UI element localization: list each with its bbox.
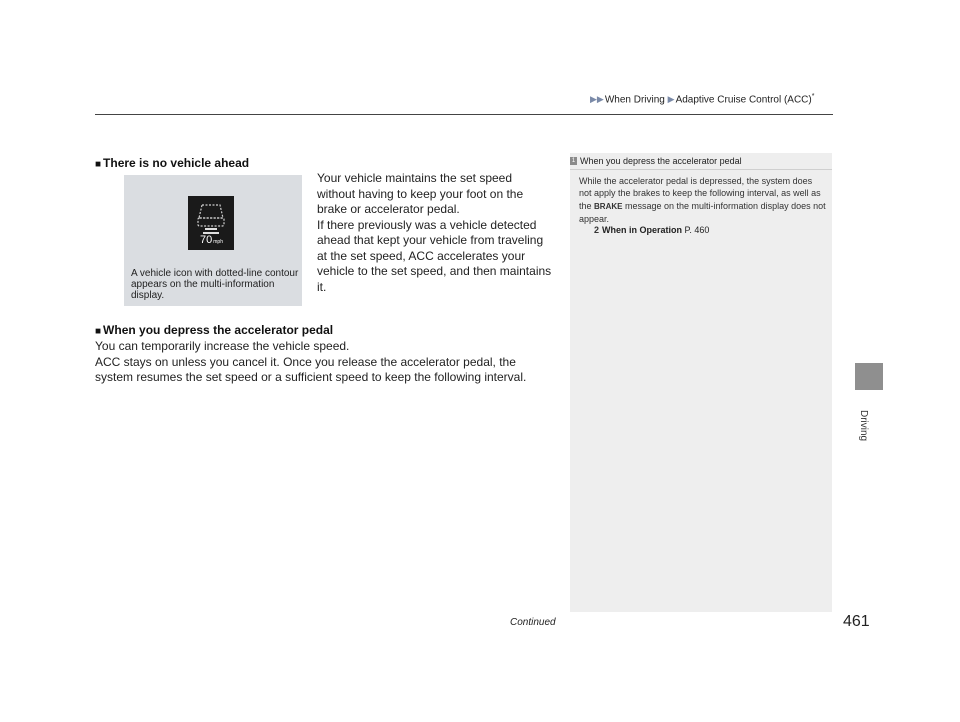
chapter-tab-label: Driving <box>858 410 869 442</box>
section-1-body <box>317 171 553 295</box>
triangle-right-icon: ▶▶ <box>590 94 604 105</box>
reference-link-label: When in Operation <box>602 225 683 235</box>
square-bullet-icon: ■ <box>95 159 102 170</box>
section-heading-accelerator-pedal <box>95 323 333 337</box>
section-2-body <box>95 339 555 386</box>
square-bullet-icon: ■ <box>95 326 102 337</box>
speed-unit: mph <box>213 239 223 245</box>
cross-reference-link[interactable] <box>594 225 709 235</box>
header-divider <box>95 114 833 115</box>
page-number: 461 <box>843 613 870 630</box>
note-body <box>579 175 827 225</box>
body-paragraph: You can temporarily increase the vehicle speed. <box>95 339 350 353</box>
section-heading-no-vehicle-ahead <box>95 156 249 170</box>
figure-caption: A vehicle icon with dotted-line contour appears on the multi-information display. <box>131 268 299 301</box>
note-text: message on the multi-information display does not appear. <box>579 200 826 224</box>
note-title: When you depress the accelerator pedal <box>580 156 742 166</box>
reference-arrow-icon: 2 <box>594 225 600 235</box>
set-speed-readout <box>200 234 223 246</box>
body-paragraph: Your vehicle maintains the set speed without having to keep your foot on the brake or accelerator pedal. <box>317 171 524 216</box>
multi-information-display <box>188 196 234 250</box>
brake-message-label: BRAKE <box>594 201 623 211</box>
breadcrumb-item-acc[interactable]: Adaptive Cruise Control (ACC) <box>675 94 812 106</box>
breadcrumb <box>590 93 814 105</box>
continued-label: Continued <box>510 617 556 628</box>
section-heading-text: When you depress the accelerator pedal <box>103 323 334 337</box>
speed-value: 70 <box>200 234 213 246</box>
note-divider <box>570 169 832 170</box>
section-heading-text: There is no vehicle ahead <box>103 156 250 170</box>
body-paragraph: ACC stays on unless you cancel it. Once you release the accelerator pedal, the system resumes the set speed or a sufficient speed to keep the following interval. <box>95 354 527 384</box>
breadcrumb-item-when-driving[interactable]: When Driving <box>604 94 665 106</box>
note-text: While the accelerator pedal is depressed, the system does not apply the brakes to keep the following interval, as well as the <box>579 176 821 211</box>
body-paragraph: If there previously was a vehicle detected ahead that kept your vehicle from traveling at the set speed, ACC accelerates your vehicle to the set speed, and then maintains it. <box>317 217 552 294</box>
optional-feature-mark: * <box>811 93 815 100</box>
chapter-tab-marker <box>855 363 883 390</box>
reference-page: P. 460 <box>684 225 710 235</box>
triangle-right-icon: ▶ <box>667 94 675 105</box>
note-reference-marker: 1 <box>571 158 576 164</box>
